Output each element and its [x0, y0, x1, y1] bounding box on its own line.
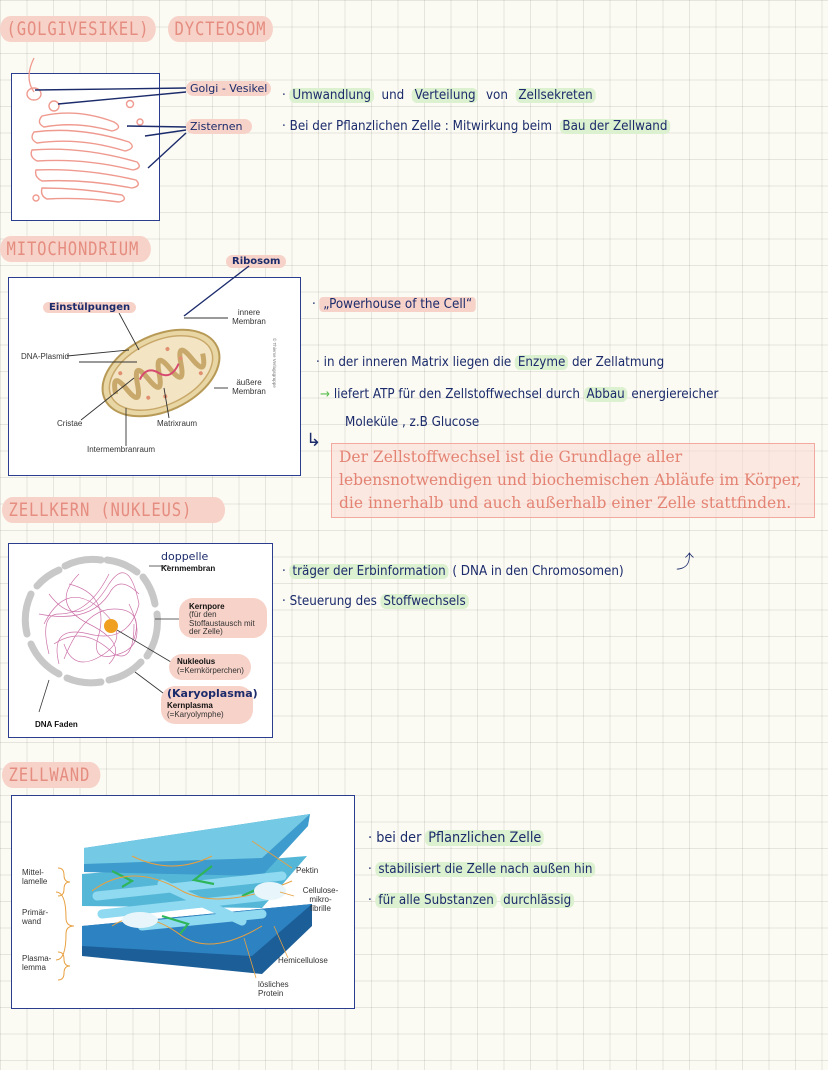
golgi-note-1 [282, 88, 595, 103]
bullet: · [316, 355, 320, 370]
up-arrow-icon: ⤴ [676, 552, 694, 573]
label-kernmembran: Kernmembran [161, 564, 216, 573]
kern-note-2 [282, 594, 468, 609]
kern-title: ZELLKERN (NUKLEUS) [2, 497, 225, 523]
label-aeussere-membran: äußere Membran [232, 378, 266, 396]
label-zisternen: Zisternen [186, 119, 252, 134]
label-nukleolus: Nukleolus [177, 657, 216, 666]
mito-note-1 [312, 297, 476, 312]
text-chromosomen: ( DNA in den Chromosomen) [452, 564, 624, 579]
mito-note-4: Moleküle , z.B Glucose [345, 415, 480, 430]
label-doppelle: doppelle [161, 550, 209, 563]
hl-substanzen: für alle Substanzen [376, 893, 497, 908]
label-pektin: Pektin [296, 866, 319, 875]
kern-diagram-box [8, 543, 273, 738]
dycteosom-title: DYCTEOSOM [168, 16, 273, 42]
info-box-zellstoffwechsel: Der Zellstoffwechsel ist die Grundlage aller lebensnotwendigen und biochemischen Abläufe im Körper, die innerhalb und auch außerhalb einer Zelle stattfinden. [331, 443, 815, 518]
text-und: und [381, 88, 405, 103]
bullet: · [282, 564, 286, 579]
hl-powerhouse: „Powerhouse of the Cell“ [320, 297, 476, 312]
text-matrix: in der inneren Matrix liegen die [323, 355, 512, 370]
hl-enzyme: Enzyme [515, 355, 568, 370]
bullet: · [282, 88, 286, 103]
golgi-title: (GOLGIVESIKEL) [0, 16, 156, 42]
arrow-icon: → [320, 387, 331, 402]
hl-durchlaessig: durchlässig [500, 893, 574, 908]
label-kernpore: Kernpore [189, 602, 225, 611]
hl-abbau: Abbau [584, 387, 628, 402]
label-intermembranraum: Intermembranraum [87, 445, 156, 454]
label-innere-membran: innere Membran [232, 308, 266, 326]
bullet: · [368, 893, 372, 908]
label-loesliches-protein: lösliches Protein [258, 980, 289, 998]
text-zellatmung: der Zellatmung [571, 355, 665, 370]
label-cristae: Cristae [57, 419, 83, 428]
hl-pflanzlichen-zelle: Pflanzlichen Zelle [425, 830, 544, 846]
bullet: · [312, 297, 316, 312]
label-kernpore-sub: (für den Stoffaustausch mit der Zelle) [189, 610, 255, 636]
hl-stoffwechsel: Stoffwechsels [381, 594, 469, 609]
text-bei-der: bei der [376, 830, 422, 846]
label-ribosom: Ribosom [226, 255, 286, 268]
label-golgi-vesikel: Golgi - Vesikel [186, 81, 271, 96]
hl-verteilung: Verteilung [412, 88, 478, 103]
wand-note-2 [368, 862, 595, 877]
label-dna-faden: DNA Faden [35, 720, 78, 729]
label-mittellamelle: Mittel- lamelle [22, 868, 48, 886]
mito-diagram-box [8, 277, 301, 476]
mito-note-2 [316, 355, 664, 370]
label-matrixraum: Matrixraum [157, 419, 198, 428]
return-arrow-icon: ↳ [306, 430, 322, 451]
mito-note-3 [320, 387, 718, 402]
text-atp: liefert ATP für den Zellstoffwechsel durch [333, 387, 580, 402]
hl-zellsekreten: Zellsekreten [516, 88, 596, 103]
wand-diagram-box [11, 795, 355, 1009]
label-dna-plasmid: DNA-Plasmid [21, 352, 70, 361]
copyright-note: © Thieme Verlagsgruppe [272, 338, 277, 388]
label-nukleolus-sub: (=Kernkörperchen) [177, 666, 244, 675]
label-kernplasma: Kernplasma [167, 701, 213, 710]
label-plasmalemma: Plasma- lemma [22, 954, 52, 972]
label-einstuelpungen: Einstülpungen [43, 302, 136, 313]
hl-bau-zellwand: Bau der Zellwand [560, 119, 671, 134]
text-steuerung: Steuerung des [289, 594, 377, 609]
label-karyoplasma-hand: (Karyoplasma) [167, 687, 258, 700]
text-energiereicher: energiereicher [631, 387, 719, 402]
text-pflanzliche-zelle: Bei der Pflanzlichen Zelle : Mitwirkung beim [289, 119, 553, 134]
hl-erbinformation: träger der Erbinformation [290, 564, 449, 579]
label-hemicellulose: Hemicellulose [278, 956, 328, 965]
hl-umwandlung: Umwandlung [290, 88, 374, 103]
label-kernplasma-sub: (=Karyolymphe) [167, 710, 224, 719]
label-cellulose: Cellulose- mikro- fibrille [302, 886, 339, 913]
label-primaerwand: Primär- wand [22, 908, 49, 926]
bullet: · [368, 862, 372, 877]
text-von: von [485, 88, 508, 103]
wand-note-1 [368, 830, 544, 846]
bullet: · [282, 594, 286, 609]
mito-title: MITOCHONDRIUM [0, 236, 151, 262]
wand-title: ZELLWAND [2, 762, 100, 788]
kern-note-1 [282, 564, 624, 579]
golgi-note-2 [282, 119, 670, 134]
hl-stabilisiert: stabilisiert die Zelle nach außen hin [376, 862, 596, 877]
bullet: · [368, 830, 373, 846]
wand-note-3 [368, 893, 574, 908]
bullet: · [282, 119, 286, 134]
